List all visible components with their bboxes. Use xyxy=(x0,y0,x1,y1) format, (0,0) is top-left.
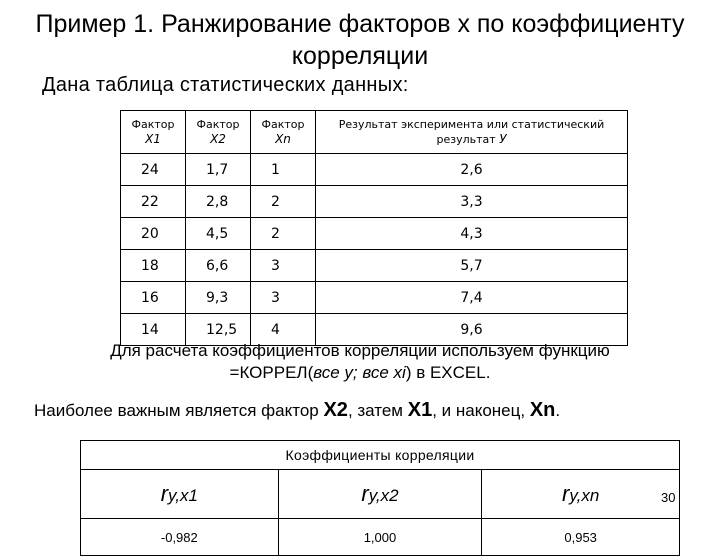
header-result-y: Результат эксперимента или статистический результат У xyxy=(316,111,628,154)
cell-x2: 9,3 xyxy=(186,282,251,314)
cell-xn: 4 xyxy=(251,314,316,346)
slide-title: Пример 1. Ранжирование факторов x по коэффициенту корреляции xyxy=(35,10,685,70)
factor-ranking-conclusion: Наиболее важным является фактор X2, затем X1, и наконец, Xn. xyxy=(34,399,561,421)
factor-xn-label: Xn xyxy=(529,399,556,421)
cell-y: 4,3 xyxy=(316,218,628,250)
correlation-function-note: Для расчета коэффициентов корреляции используем функцию =КОРРЕЛ(все y; все xi) в EXCEL. xyxy=(110,341,610,382)
factor-x2-label: X2 xyxy=(323,399,348,421)
cell-x2: 4,5 xyxy=(186,218,251,250)
coef-value-y-x1: -0,982 xyxy=(81,519,279,556)
table-row xyxy=(121,154,628,186)
cell-x2: 12,5 xyxy=(186,314,251,346)
cell-x2: 2,8 xyxy=(186,186,251,218)
coef-symbol-y-x2: ry,x2 xyxy=(278,470,482,519)
coef-value-y-x2: 1,000 xyxy=(278,519,482,556)
cell-xn: 3 xyxy=(251,282,316,314)
factor-x1-label: X1 xyxy=(407,399,433,421)
cell-y: 2,6 xyxy=(316,154,628,186)
cell-x1: 24 xyxy=(121,154,186,186)
cell-xn: 1 xyxy=(251,154,316,186)
table-row xyxy=(121,218,628,250)
cell-xn: 2 xyxy=(251,186,316,218)
cell-x2: 1,7 xyxy=(186,154,251,186)
table-row xyxy=(121,250,628,282)
page-number: 30 xyxy=(661,490,676,505)
cell-x1: 20 xyxy=(121,218,186,250)
cell-y: 3,3 xyxy=(316,186,628,218)
cell-x1: 22 xyxy=(121,186,186,218)
table-header-row xyxy=(121,111,628,154)
correlation-coefficients-table xyxy=(80,440,680,556)
cell-x1: 16 xyxy=(121,282,186,314)
cell-xn: 3 xyxy=(251,250,316,282)
cell-x2: 6,6 xyxy=(186,250,251,282)
cell-x1: 18 xyxy=(121,250,186,282)
header-factor-x2: Фактор X2 xyxy=(186,111,251,154)
cell-y: 5,7 xyxy=(316,250,628,282)
header-factor-xn: Фактор Xn xyxy=(251,111,316,154)
coef-table-header: Коэффициенты корреляции xyxy=(81,441,680,470)
table-row xyxy=(121,282,628,314)
cell-x1: 14 xyxy=(121,314,186,346)
header-factor-x1: Фактор X1 xyxy=(121,111,186,154)
table-row xyxy=(121,186,628,218)
cell-y: 9,6 xyxy=(316,314,628,346)
cell-xn: 2 xyxy=(251,218,316,250)
coef-symbol-y-xn: ry,xn xyxy=(482,470,680,519)
statistics-table xyxy=(120,110,628,346)
table-intro: Дана таблица статистических данных: xyxy=(42,74,409,96)
coef-symbol-y-x1: ry,x1 xyxy=(81,470,279,519)
coef-value-y-xn: 0,953 xyxy=(482,519,680,556)
cell-y: 7,4 xyxy=(316,282,628,314)
